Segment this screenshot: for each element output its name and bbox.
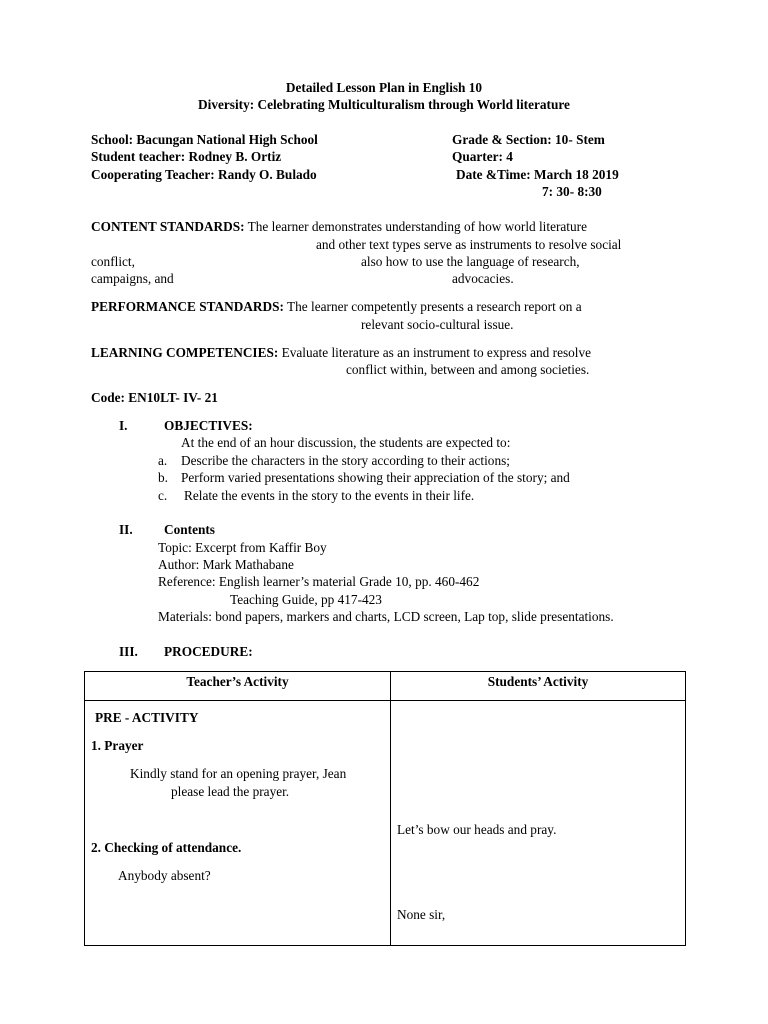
teacher-activity-header: Teacher’s Activity — [85, 672, 391, 701]
performance-standards-line: relevant socio-cultural issue. — [361, 317, 514, 332]
content-standards-line: The learner demonstrates understanding of how world literature — [247, 219, 587, 234]
contents-topic: Topic: Excerpt from Kaffir Boy — [158, 540, 327, 555]
content-standards — [91, 218, 587, 235]
procedure-heading: PROCEDURE: — [164, 644, 253, 659]
students-activity-header: Students’ Activity — [391, 672, 686, 701]
performance-standards-line: The learner competently presents a research report on a — [287, 299, 582, 314]
cooperating-teacher-field: Cooperating Teacher: Randy O. Bulado — [91, 167, 317, 182]
procedure-numeral: III. — [119, 644, 138, 659]
prayer-heading: 1. Prayer — [91, 738, 144, 753]
learning-competencies-line: conflict within, between and among societies. — [346, 362, 590, 377]
grade-section-field: Grade & Section: 10- Stem — [452, 132, 605, 147]
student-attendance-response: None sir, — [397, 907, 446, 922]
learning-competencies — [91, 344, 591, 361]
objectives-numeral: I. — [119, 418, 128, 433]
objectives-heading: OBJECTIVES: — [164, 418, 253, 433]
pre-activity-heading: PRE - ACTIVITY — [95, 710, 199, 725]
contents-teaching-guide: Teaching Guide, pp 417-423 — [230, 592, 382, 607]
objective-item: Describe the characters in the story according to their actions; — [181, 453, 510, 468]
lesson-plan-title: Detailed Lesson Plan in English 10 — [285, 80, 483, 95]
learning-competencies-line: Evaluate literature as an instrument to express and resolve — [281, 345, 592, 360]
learning-competencies-label: LEARNING COMPETENCIES: — [91, 345, 279, 360]
prayer-instruction: Kindly stand for an opening prayer, Jean — [130, 766, 347, 781]
school-field: School: Bacungan National High School — [91, 132, 318, 147]
student-prayer-response: Let’s bow our heads and pray. — [397, 822, 557, 837]
contents-heading: Contents — [164, 522, 215, 537]
content-standards-label: CONTENT STANDARDS: — [91, 219, 245, 234]
attendance-heading: 2. Checking of attendance. — [91, 840, 242, 855]
competency-code: Code: EN10LT- IV- 21 — [91, 390, 218, 405]
content-standards-line: and other text types serve as instruments to resolve social — [316, 237, 622, 252]
students-activity-cell — [391, 701, 686, 946]
objective-item: Relate the events in the story to the events in their life. — [184, 488, 475, 503]
content-standards-line: campaigns, and — [91, 271, 174, 286]
teacher-activity-cell — [85, 701, 391, 946]
attendance-question: Anybody absent? — [118, 868, 211, 883]
student-teacher-field: Student teacher: Rodney B. Ortiz — [91, 149, 282, 164]
contents-materials: Materials: bond papers, markers and charts, LCD screen, Lap top, slide presentations. — [158, 609, 614, 624]
contents-numeral: II. — [119, 522, 133, 537]
content-standards-line: also how to use the language of research, — [361, 254, 580, 269]
procedure-table — [84, 671, 686, 946]
objective-item: Perform varied presentations showing their appreciation of the story; and — [181, 470, 570, 485]
date-time-field: Date &Time: March 18 2019 — [456, 167, 619, 182]
contents-author: Author: Mark Mathabane — [158, 557, 294, 572]
lesson-plan-subtitle: Diversity: Celebrating Multiculturalism through World literature — [198, 97, 570, 112]
objective-marker: c. — [158, 488, 168, 503]
quarter-field: Quarter: 4 — [452, 149, 513, 164]
performance-standards-label: PERFORMANCE STANDARDS: — [91, 299, 284, 314]
prayer-instruction: please lead the prayer. — [171, 784, 290, 799]
objective-marker: b. — [158, 470, 168, 485]
performance-standards — [91, 298, 582, 315]
content-standards-line: advocacies. — [452, 271, 514, 286]
objective-marker: a. — [158, 453, 168, 468]
contents-reference: Reference: English learner’s material Grade 10, pp. 460-462 — [158, 574, 480, 589]
content-standards-line: conflict, — [91, 254, 135, 269]
objectives-intro: At the end of an hour discussion, the students are expected to: — [181, 435, 511, 450]
time-field: 7: 30- 8:30 — [542, 184, 602, 199]
